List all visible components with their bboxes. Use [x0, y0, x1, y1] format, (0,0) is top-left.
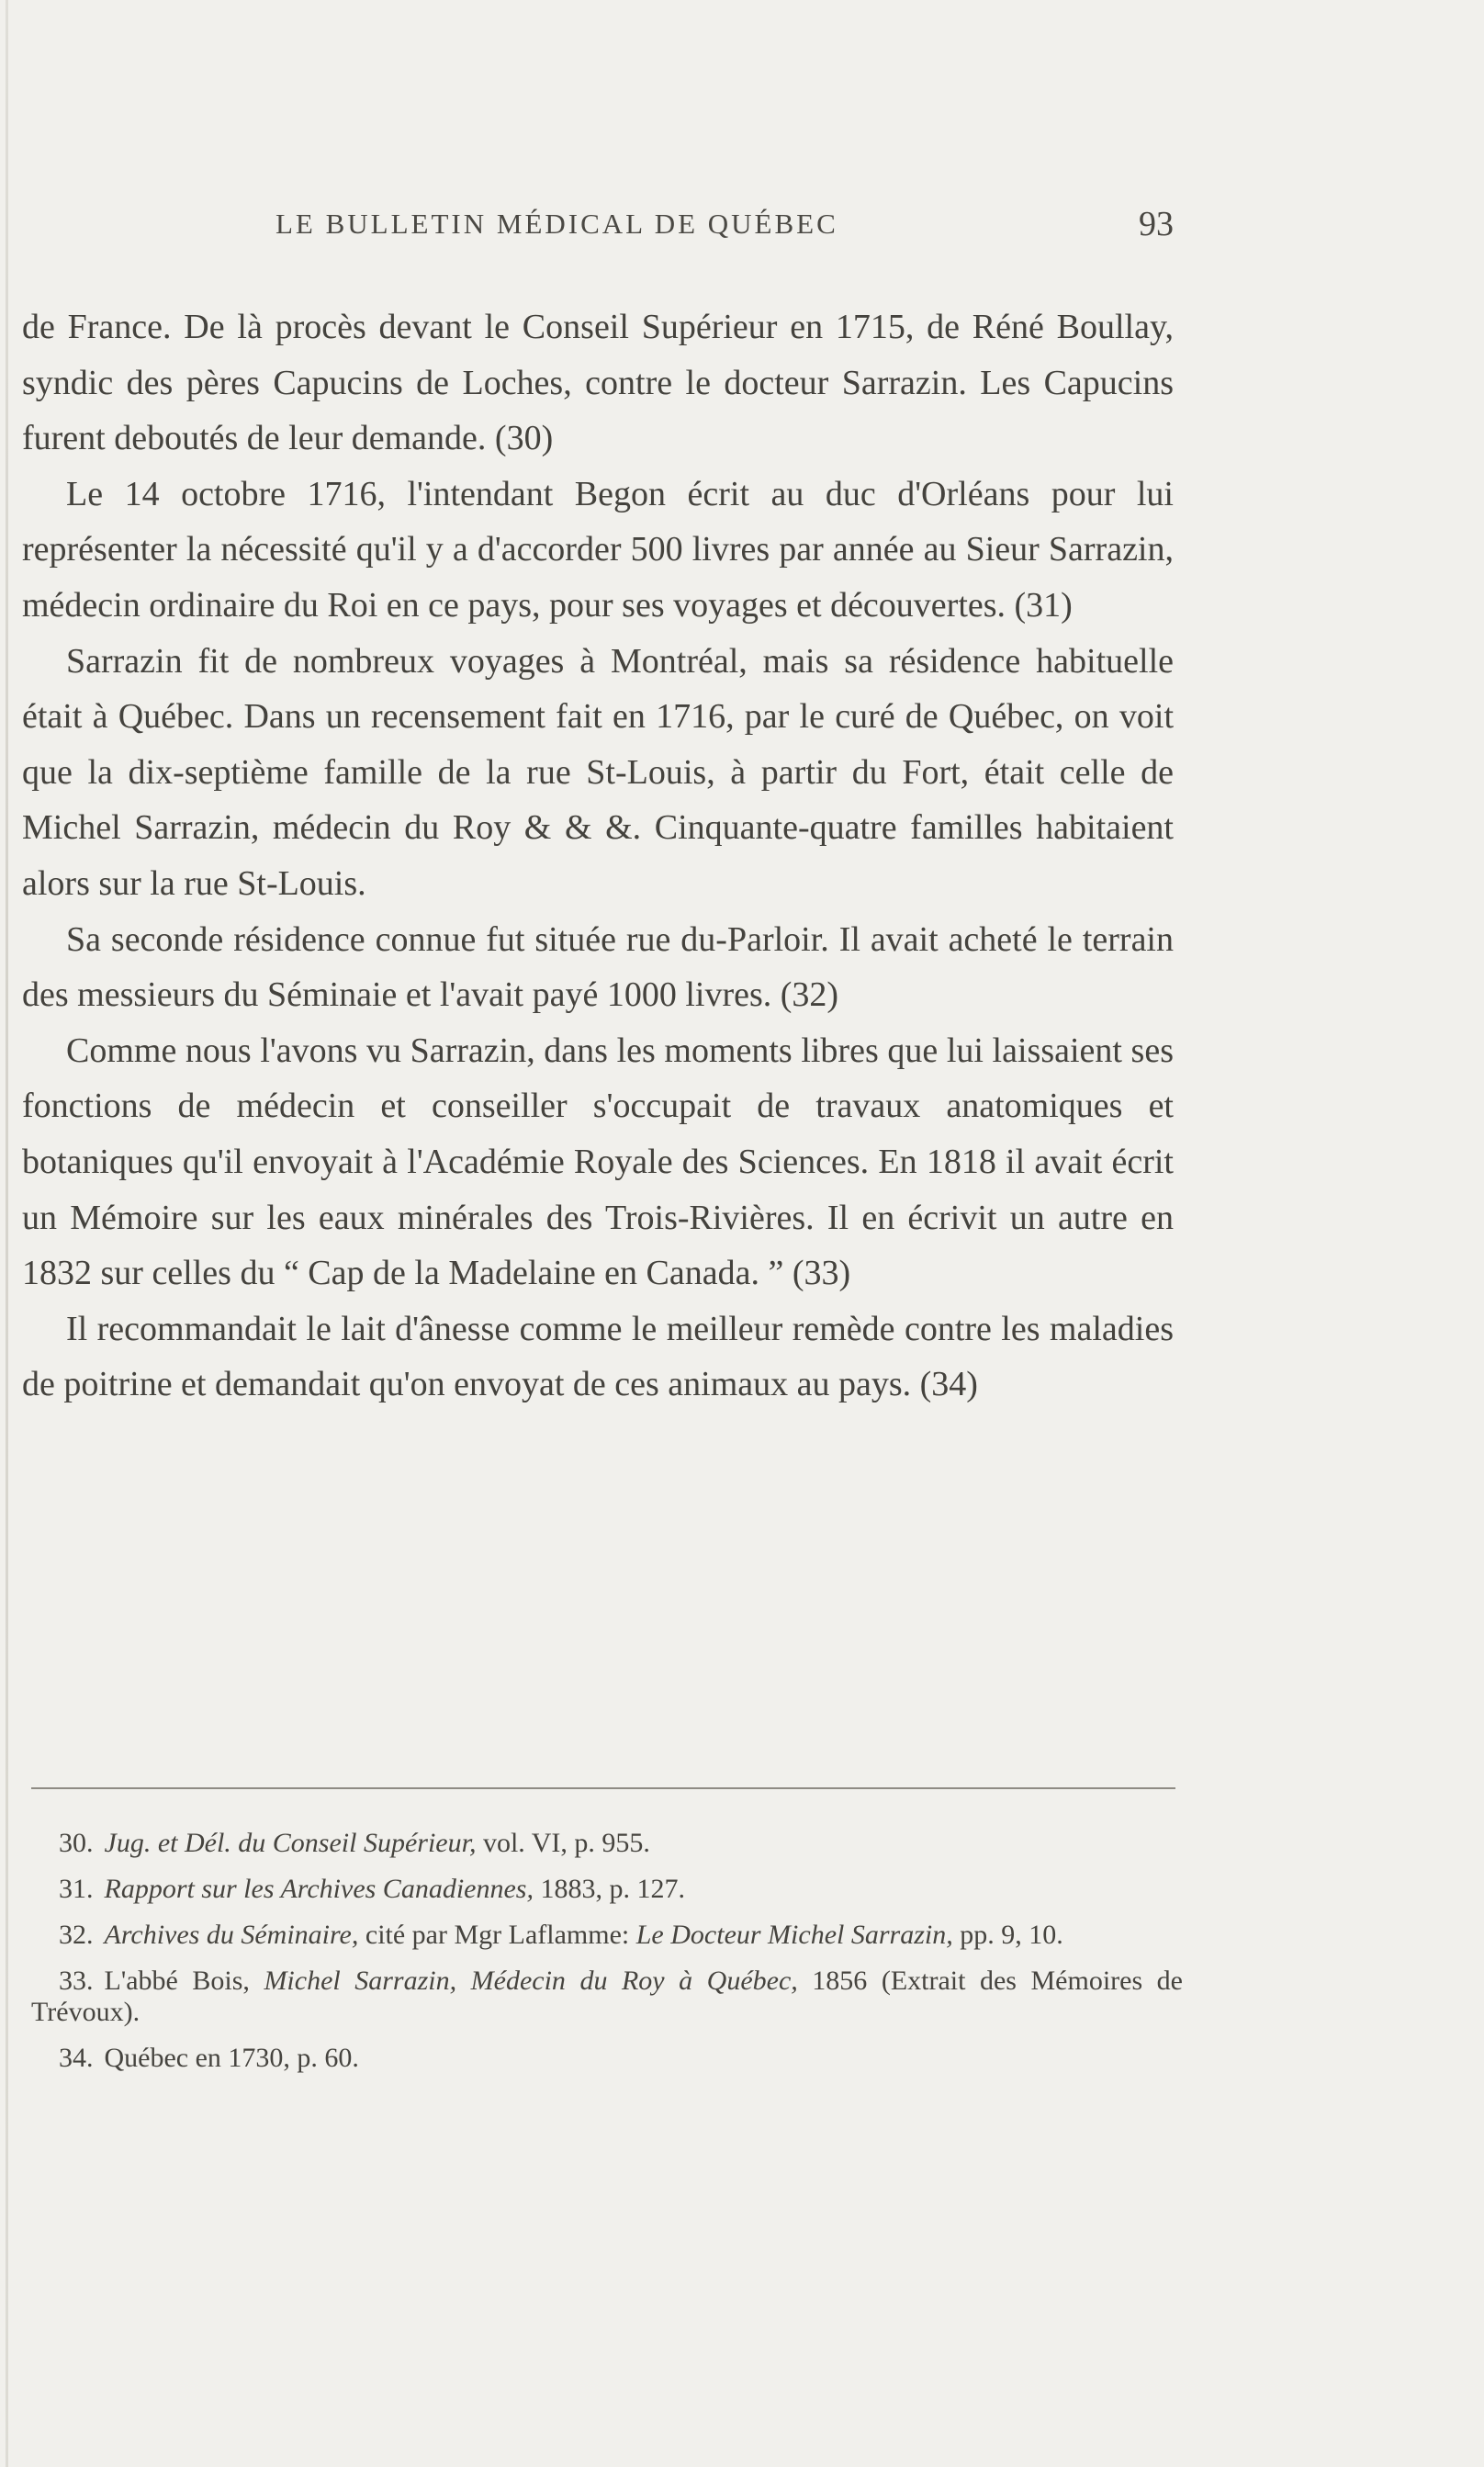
body-text — [22, 299, 1174, 1413]
footnote-author: L'abbé Bois, — [104, 1966, 264, 1996]
paragraph: Le 14 octobre 1716, l'intendant Begon écrit au duc d'Orléans pour lui représenter la nécessité qu'il y a d'accorder 500 livres par année au Sieur Sarrazin, médecin ordinaire du Roi en ce pays, pour ses voyages et découvertes. (31) — [22, 474, 1174, 625]
paragraph: Comme nous l'avons vu Sarrazin, dans les moments libres que lui laissaient ses fonctions de médecin et conseiller s'occupait de travaux anatomiques et botaniques qu'il envoyait à l'Académie Royale des Sciences. En 1818 il avait écrit un Mémoire sur les eaux minérales des Trois-Rivières. Il en écrivit un autre en 1832 sur celles du “ Cap de la Madelaine en Canada. ” (33) — [22, 1031, 1174, 1293]
footnote-source: Michel Sarrazin, Médecin du Roy à Québec, — [264, 1966, 798, 1996]
footnote-detail: 1856 (Extrait des Mémoires de Trévoux). — [31, 1966, 1183, 2027]
paragraph: de France. De là procès devant le Conseil Supérieur en 1715, de Réné Boullay, syndic des pères Capucins de Loches, contre le docteur Sarrazin. Les Capucins furent deboutés de leur demande. (30) — [22, 308, 1174, 458]
footnote-detail: 1883, p. 127. — [533, 1874, 685, 1904]
footnote — [31, 1966, 1183, 2028]
footnote-number: 32. — [59, 1920, 94, 1950]
footnote-number: 34. — [59, 2043, 94, 2073]
footnote-detail: Québec en 1730, p. 60. — [104, 2043, 359, 2073]
footnote-number: 33. — [59, 1966, 94, 1996]
footnote — [31, 1828, 1183, 1859]
footnote-source: Jug. et Dél. du Conseil Supérieur, — [104, 1828, 477, 1858]
footnote-rule — [31, 1787, 1175, 1789]
footnote — [31, 1874, 1183, 1905]
footnote-source-2: Le Docteur Michel Sarrazin, — [635, 1920, 953, 1950]
page-header — [26, 204, 1174, 250]
footnote — [31, 2043, 1183, 2074]
footnote-number: 31. — [59, 1874, 94, 1904]
footnote-detail: vol. VI, p. 955. — [476, 1828, 650, 1858]
page-number: 93 — [1139, 205, 1174, 243]
paragraph: Il recommandait le lait d'ânesse comme le meilleur remède contre les maladies de poitrine et demandait qu'on envoyat de ces animaux au pays. (34) — [22, 1309, 1174, 1404]
footnote-detail: cité par Mgr Laflamme: — [358, 1920, 636, 1950]
footnote-source: Rapport sur les Archives Canadiennes, — [104, 1874, 534, 1904]
footnote — [31, 1920, 1183, 1951]
page-edge — [6, 0, 8, 2467]
paragraph: Sarrazin fit de nombreux voyages à Montréal, mais sa résidence habituelle était à Québec. Dans un recensement fait en 1716, par le curé de Québec, on voit que la dix-septième famille de la rue St-Louis, à partir du Fort, était celle de Michel Sarrazin, médecin du Roy & & &. Cinquante-quatre familles habitaient alors sur la rue St-Louis. — [22, 641, 1174, 903]
paragraph: Sa seconde résidence connue fut située rue du-Parloir. Il avait acheté le terrain des messieurs du Séminaie et l'avait payé 1000 livres. (32) — [22, 919, 1174, 1015]
running-title: LE BULLETIN MÉDICAL DE QUÉBEC — [275, 208, 838, 240]
footnote-number: 30. — [59, 1828, 94, 1858]
footnote-detail-2: pp. 9, 10. — [952, 1920, 1063, 1950]
footnotes — [31, 1828, 1183, 2089]
footnote-source: Archives du Séminaire, — [104, 1920, 359, 1950]
